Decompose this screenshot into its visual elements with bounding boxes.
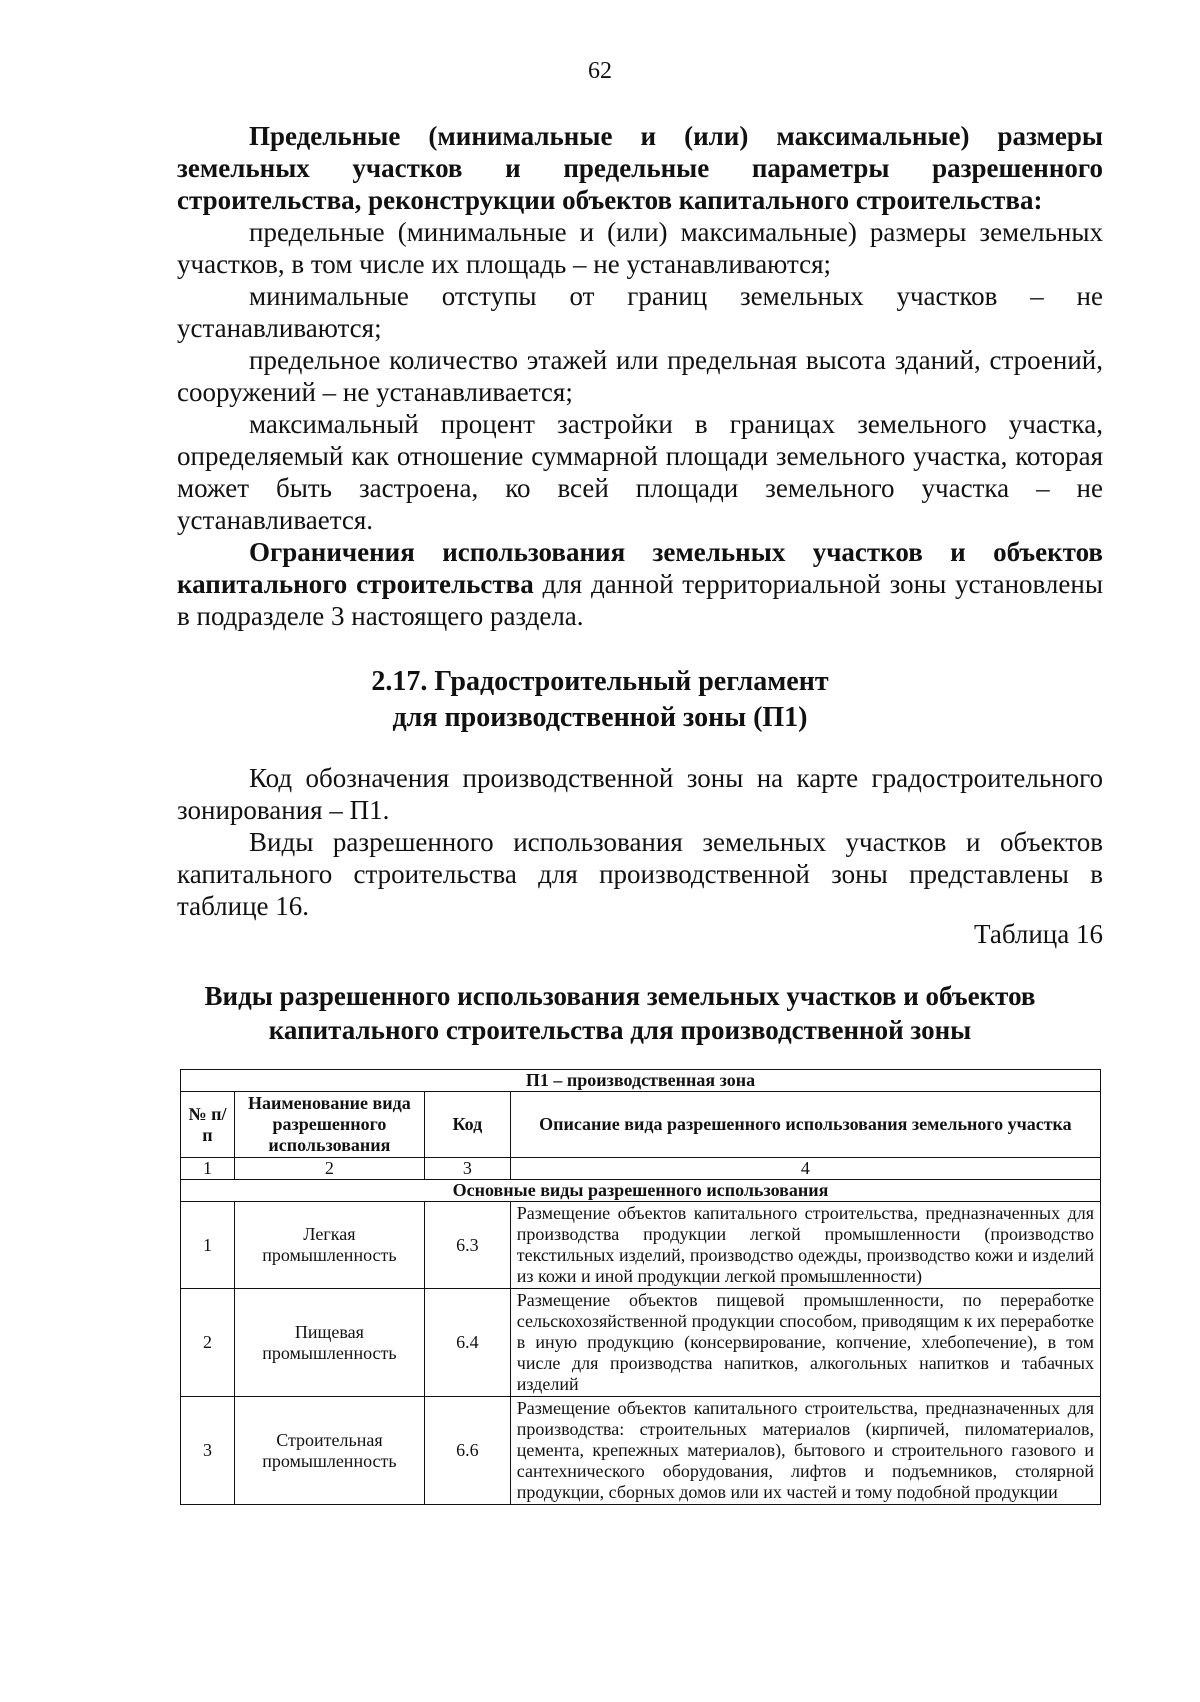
zone-header-row <box>181 1070 1101 1092</box>
column-header-row <box>181 1092 1101 1158</box>
table-title-line2: капитального строительства для производственной зоны <box>268 1015 972 1045</box>
row-number: 3 <box>181 1397 235 1505</box>
intro-item: предельные (минимальные и (или) максимальные) размеры земельных участков, в том числе их площадь – не устанавливаются; <box>177 217 1103 279</box>
section-text <box>177 762 1103 922</box>
group-header: Основные виды разрешенного использования <box>181 1180 1101 1202</box>
usage-table <box>180 1069 1101 1505</box>
intro-item: предельное количество этажей или предельная высота зданий, строений, сооружений – не устанавливается; <box>177 345 1103 407</box>
restrictions-bold: Ограничения использования земельных участков и объектов капитального строительства <box>177 537 1103 599</box>
zone-header: П1 – производственная зона <box>181 1070 1101 1092</box>
row-name: Легкая промышленность <box>234 1202 424 1289</box>
col-number: 4 <box>510 1158 1100 1180</box>
col-header-number: № п/п <box>181 1092 235 1158</box>
col-number: 1 <box>181 1158 235 1180</box>
page-number: 62 <box>588 58 612 84</box>
table-row <box>181 1397 1101 1505</box>
intro-heading: Предельные (минимальные и (или) максимальные) размеры земельных участков и предельные параметры разрешенного строительства, реконструкции объектов капитального строительства: <box>177 121 1103 215</box>
row-code: 6.4 <box>424 1289 510 1397</box>
row-description: Размещение объектов пищевой промышленности, по переработке сельскохозяйственной продукции способом, приводящим к их переработке в иную продукцию (консервирование, копчение, хлебопечение), в том числе для производства напитков, алкогольных напитков и табачных изделий <box>510 1289 1100 1397</box>
col-header-code: Код <box>424 1092 510 1158</box>
table-title-line1: Виды разрешенного использования земельных участков и объектов <box>204 981 1036 1011</box>
column-number-row <box>181 1158 1101 1180</box>
row-name: Строительная промышленность <box>234 1397 424 1505</box>
row-description: Размещение объектов капитального строительства, предназначенных для производства: строительных материалов (кирпичей, пиломатериалов, цемента, крепежных материалов), бытового и строительного газового и сантехнического оборудования, лифтов и подъемников, столярной продукции, сборных домов или их частей и тому подобной продукции <box>510 1397 1100 1505</box>
col-number: 2 <box>234 1158 424 1180</box>
intro-item: максимальный процент застройки в границах земельного участка, определяемый как отношение суммарной площади земельного участка, которая может быть застроена, ко всей площади земельного участка – не устанавливается. <box>177 409 1103 535</box>
col-number: 3 <box>424 1158 510 1180</box>
col-header-description: Описание вида разрешенного использования земельного участка <box>510 1092 1100 1158</box>
section-title-line1: 2.17. Градостроительный регламент <box>371 666 829 697</box>
row-code: 6.6 <box>424 1397 510 1505</box>
col-header-name: Наименование вида разрешенного использования <box>234 1092 424 1158</box>
table-row <box>181 1202 1101 1289</box>
restrictions-paragraph <box>177 536 1103 632</box>
row-code: 6.3 <box>424 1202 510 1289</box>
section-title-line2: для производственной зоны (П1) <box>392 702 808 733</box>
table-label: Таблица 16 <box>974 919 1103 949</box>
row-name: Пищевая промышленность <box>234 1289 424 1397</box>
row-number: 2 <box>181 1289 235 1397</box>
group-header-row <box>181 1180 1101 1202</box>
intro-item: минимальные отступы от границ земельных участков – не устанавливаются; <box>177 281 1103 343</box>
zone-usage-paragraph: Виды разрешенного использования земельных участков и объектов капитального строительства для производственной зоны представлены в таблице 16. <box>177 827 1103 921</box>
zone-code-paragraph: Код обозначения производственной зоны на карте градостроительного зонирования – П1. <box>177 763 1103 825</box>
intro-block <box>177 120 1103 632</box>
row-number: 1 <box>181 1202 235 1289</box>
row-description: Размещение объектов капитального строительства, предназначенных для производства продукции легкой промышленности (производство текстильных изделий, производство одежды, производство кожи и изделий из кожи и иной продукции легкой промышленности) <box>510 1202 1100 1289</box>
restrictions-rest: для данной территориальной зоны установлены в подразделе 3 настоящего раздела. <box>177 569 1103 631</box>
table-row <box>181 1289 1101 1397</box>
